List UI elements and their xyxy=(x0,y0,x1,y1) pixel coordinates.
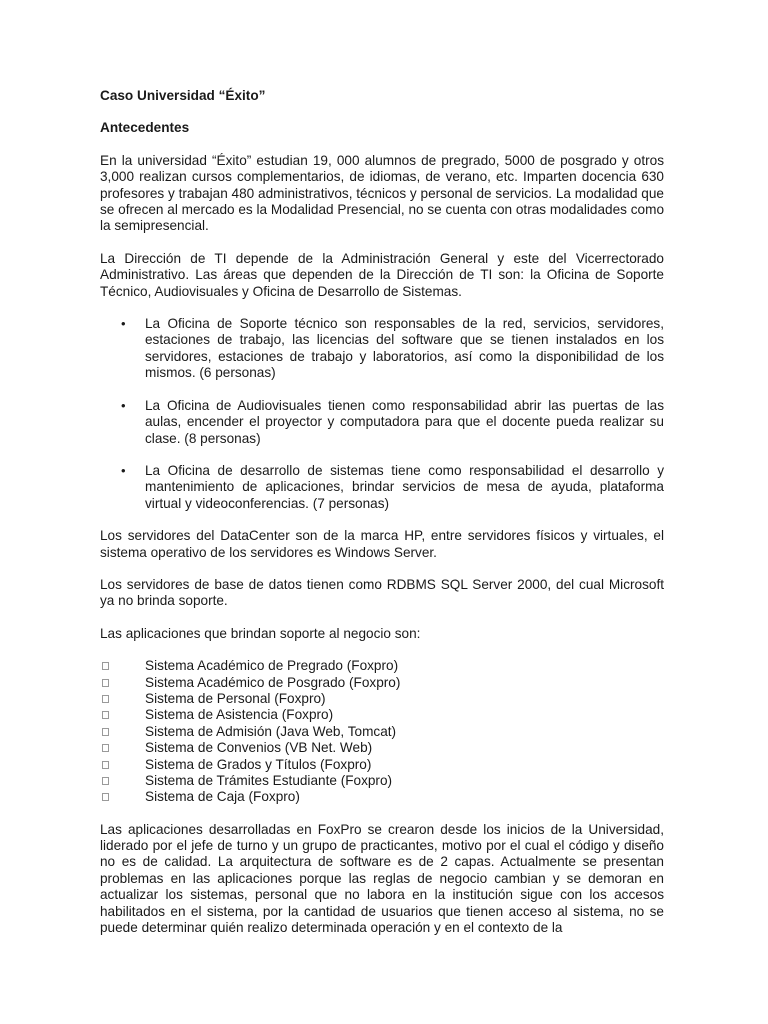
paragraph-database: Los servidores de base de datos tienen como RDBMS SQL Server 2000, del cual Microsoft ya no brinda soporte. xyxy=(100,576,664,609)
app-name: Sistema de Asistencia (Foxpro) xyxy=(145,707,334,723)
bullet-text: La Oficina de Audiovisuales tienen como responsabilidad abrir las puertas de las aulas, encender el proyector y computadora para que el docente pueda realizar su clase. (8 personas) xyxy=(145,397,664,446)
list-item-app xyxy=(100,740,664,756)
empty-box-icon xyxy=(102,679,109,687)
bullet-icon: • xyxy=(121,397,126,413)
paragraph-ti-direction: La Dirección de TI depende de la Administración General y este del Vicerrectorado Administrativo. Las áreas que dependen de la Dirección de TI son: la Oficina de Soporte Técnico, Audiovisuales y Oficina de Desarrollo de Sistemas. xyxy=(100,250,664,299)
list-item-app xyxy=(100,707,664,723)
list-item-app xyxy=(100,789,664,805)
applications-list xyxy=(100,658,664,806)
app-name: Sistema Académico de Posgrado (Foxpro) xyxy=(145,674,401,690)
list-item-app xyxy=(100,675,664,691)
paragraph-applications-intro: Las aplicaciones que brindan soporte al negocio son: xyxy=(100,625,421,641)
list-item-app xyxy=(100,757,664,773)
list-item-app xyxy=(100,773,664,789)
offices-bullet-list xyxy=(100,316,664,512)
app-name: Sistema de Trámites Estudiante (Foxpro) xyxy=(145,772,393,788)
app-name: Sistema de Convenios (VB Net. Web) xyxy=(145,740,373,756)
bullet-item-soporte xyxy=(100,316,664,382)
bullet-text: La Oficina de Soporte técnico son responsables de la red, servicios, servidores, estaciones de trabajo, las licencias del software que se tienen instalados en los servidores, estaciones de trabajo y laboratorios, así como la disponibilidad de los mismos. (6 personas) xyxy=(145,316,664,381)
empty-box-icon xyxy=(102,793,109,801)
empty-box-icon xyxy=(102,761,109,769)
list-item-app xyxy=(100,691,664,707)
empty-box-icon xyxy=(102,728,109,736)
bullet-text: La Oficina de desarrollo de sistemas tiene como responsabilidad el desarrollo y mantenimiento de aplicaciones, brindar servicios de mesa de ayuda, plataforma virtual y videoconferencias. (7 personas) xyxy=(145,462,664,511)
empty-box-icon xyxy=(102,662,109,670)
app-name: Sistema de Caja (Foxpro) xyxy=(145,789,300,805)
app-name: Sistema Académico de Pregrado (Foxpro) xyxy=(145,658,399,674)
app-name: Sistema de Admisión (Java Web, Tomcat) xyxy=(145,723,397,739)
empty-box-icon xyxy=(102,744,109,752)
bullet-item-desarrollo xyxy=(100,463,664,512)
bullet-icon: • xyxy=(121,462,126,478)
empty-box-icon xyxy=(102,777,109,785)
app-name: Sistema de Personal (Foxpro) xyxy=(145,690,326,706)
document-title: Caso Universidad “Éxito” xyxy=(100,88,266,103)
empty-box-icon xyxy=(102,711,109,719)
empty-box-icon xyxy=(102,695,109,703)
list-item-app xyxy=(100,658,664,674)
bullet-icon: • xyxy=(121,316,126,332)
bullet-item-audiovisuales xyxy=(100,398,664,447)
section-heading-antecedentes: Antecedentes xyxy=(100,120,190,136)
paragraph-datacenter: Los servidores del DataCenter son de la marca HP, entre servidores físicos y virtuales, el sistema operativo de los servidores es Windows Server. xyxy=(100,528,664,560)
document-body xyxy=(100,88,664,937)
paragraph-foxpro: Las aplicaciones desarrolladas en FoxPro se crearon desde los inicios de la Universidad, liderado por el jefe de turno y un grupo de practicantes, motivo por el cual el código y diseño no es de calidad. La arquitectura de software es de 2 capas. Actualmente se presentan problemas en las aplicaciones porque las reglas de negocio cambian y se demoran en actualizar los sistemas, personal que no labora en la institución sigue con los accesos habilitados en el sistema, por la cantidad de usuarios que tienen acceso al sistema, no se puede determinar quién realizo determinada operación y en el contexto de la xyxy=(100,821,664,936)
list-item-app xyxy=(100,724,664,740)
paragraph-enrollment: En la universidad “Éxito” estudian 19, 000 alumnos de pregrado, 5000 de posgrado y otros 3,000 realizan cursos complementarios, de idiomas, de verano, etc. Imparten docencia 630 profesores y trabajan 480 administrativos, técnicos y personal de servicios. La modalidad que se ofrecen al mercado es la Modalidad Presencial, no se cuenta con otras modalidades como la semipresencial. xyxy=(100,152,664,234)
app-name: Sistema de Grados y Títulos (Foxpro) xyxy=(145,756,372,772)
